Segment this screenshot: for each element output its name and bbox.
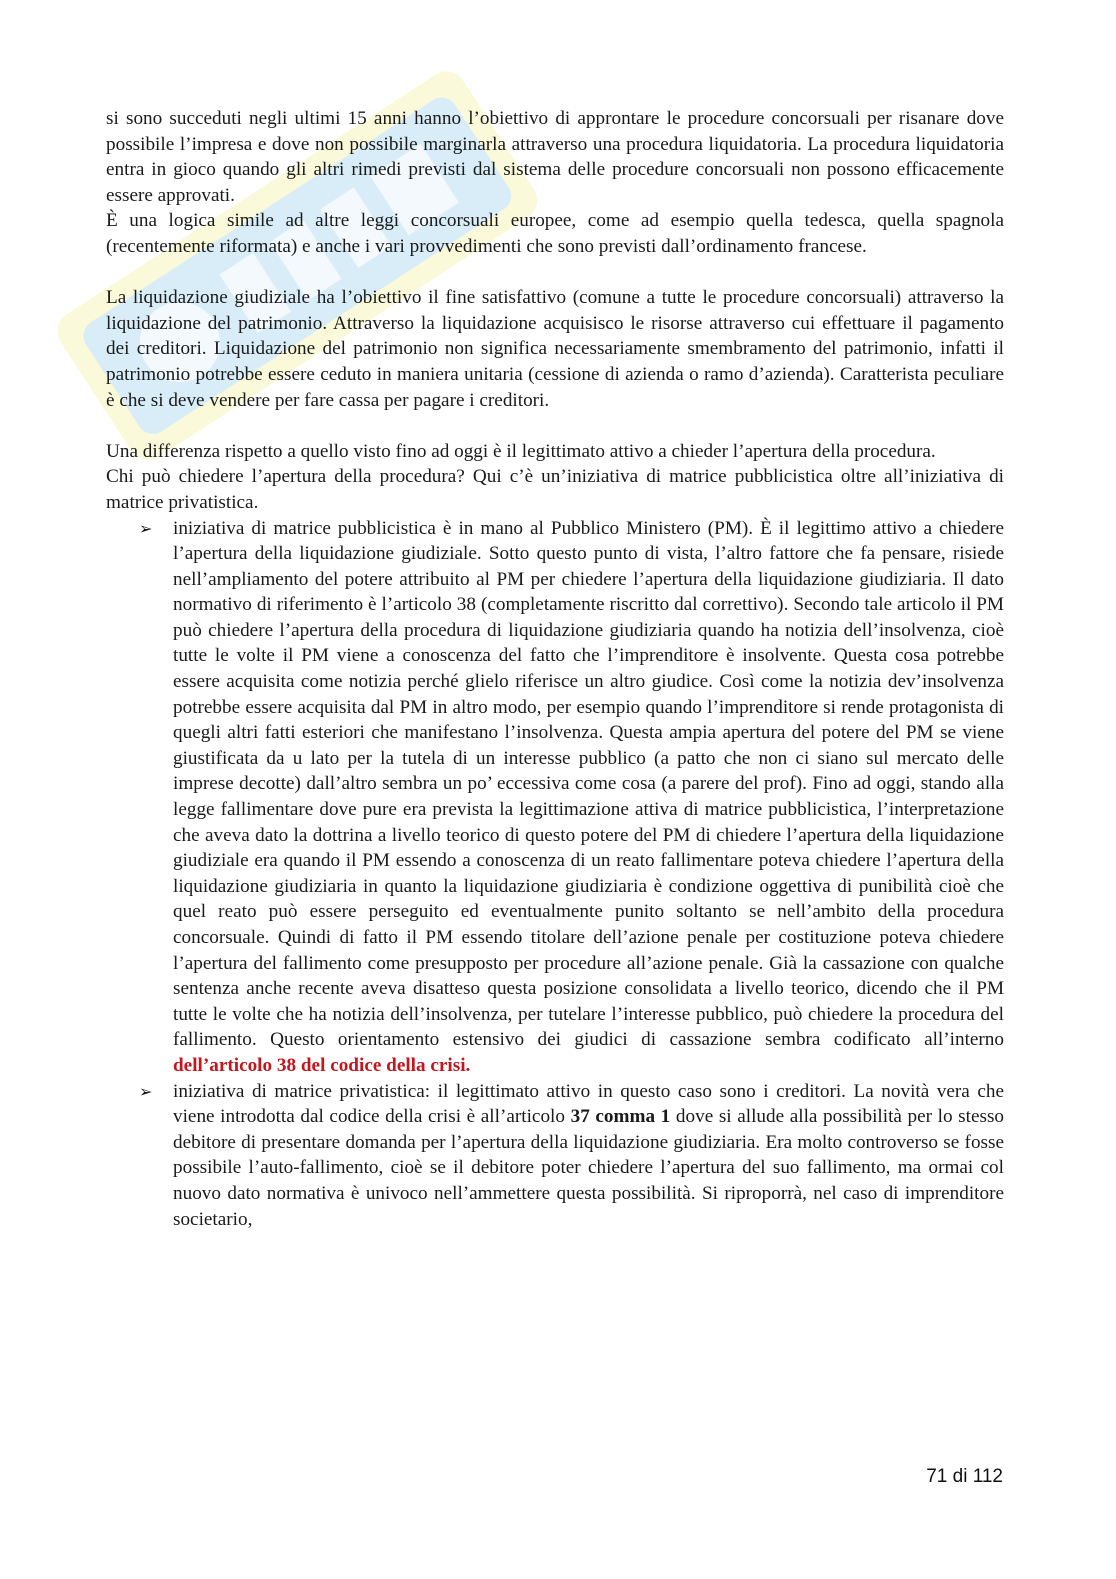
bullet-pubblicistica-text: iniziativa di matrice pubblicistica è in mano al Pubblico Ministero (PM). È il legittimo attivo a chiedere l’apertura della liquidazione giudiziale. Sotto questo punto di vista, l’altro fattore che fa pensare, risiede nell’ampliamento del potere attribuito al PM per chiedere l’apertura della liquidazione giudiziaria. Il dato normativo di riferimento è l’articolo 38 (completamente riscritto dal correttivo). Secondo tale articolo il PM può chiedere l’apertura della procedura di liquidazione giudiziaria quando ha notizia dell’insolvenza, cioè tutte le volte il PM viene a conoscenza del fatto che l’imprenditore è insolvente. Questa cosa potrebbe essere acquisita come notizia perché glielo riferisce un altro giudice. Così come la notizia dev’insolvenza potrebbe essere acquisita dal PM in altro modo, per esempio quando l’imprenditore si rende protagonista di quegli altri fatti esteriori che manifestano l’insolvenza. Questa ampia apertura del potere del PM se viene giustificata da u lato per la tutela di un interesse pubblico (a patto che non ci siano sul mercato delle imprese decotte) dall’altro sembra un po’ eccessiva come cosa (a parere del prof). Fino ad oggi, stando alla legge fallimentare dove pure era prevista la legittimazione attiva di matrice pubblicistica, l’interpretazione che aveva dato la dottrina a livello teorico di questo potere del PM di chiedere l’apertura della liquidazione giudiziale era quando il PM essendo a conoscenza di un reato fallimentare poteva chiedere l’apertura della liquidazione giudiziaria in quanto la liquidazione giudiziaria è condizione oggettiva di punibilità cioè che quel reato può essere perseguito ed eventualmente punito soltanto se nell’ambito della procedura concorsuale. Quindi di fatto il PM essendo titolare dell’azione penale per costituzione poteva chiedere l’apertura del fallimento come presupposto per procedure all’azione penale. Già la cassazione con qualche sentenza anche recente aveva disatteso questa posizione consolidata a livello teorico, dicendo che il PM tutte le volte che ha notizia dell’insolvenza, per tutelare l’interesse pubblico, può chiedere la procedura del fallimento. Questo orientamento estensivo dei giudici di cassazione sembra codificato all’interno	[173, 517, 1004, 1051]
article-38-highlight: dell’articolo 38 del codice della crisi.	[173, 1054, 471, 1076]
bullet-item-pubblicistica	[139, 516, 1004, 1079]
paragraph-chi: Chi può chiedere l’apertura della procedura? Qui c’è un’iniziativa di matrice pubblicistica oltre all’iniziativa di matrice privatistica.	[106, 466, 1004, 513]
paragraph-intro: si sono succeduti negli ultimi 15 anni hanno l’obiettivo di approntare le procedure concorsuali per risanare dove possibile l’impresa e dove non possibile marginarla attraverso una procedura liquidatoria. La procedura liquidatoria entra in gioco quando gli altri rimedi previsti dal sistema delle procedure concorsuali non possono efficacemente essere approvati.	[106, 108, 1004, 206]
bullet-list	[106, 516, 1004, 1233]
paragraph-spacer	[106, 260, 1004, 286]
arrow-bullet-icon: ➢	[139, 1081, 153, 1101]
paragraph-spacer	[106, 413, 1004, 439]
bullet-item-privatistica	[139, 1079, 1005, 1233]
bullet-privatistica-text-2: dove si allude alla possibilità per lo stesso debitore di presentare domanda per l’apertura della liquidazione giudiziaria. Era molto controverso se fosse possibile l’auto-fallimento, cioè se il debitore poter chiedere l’apertura del suo fallimento, ma ormai col nuovo dato normativa è univoco nell’ammettere questa possibilità. Si riproporrà, nel caso di imprenditore societario,	[173, 1106, 1005, 1230]
paragraph-logica: È una logica simile ad altre leggi concorsuali europee, come ad esempio quella tedesca, quella spagnola (recentemente riformata) e anche i vari provvedimenti che sono previsti dall’ordinamento francese.	[106, 210, 1004, 257]
arrow-bullet-icon: ➢	[139, 518, 153, 538]
page-number: 71 di 112	[926, 1466, 1003, 1487]
bullet-privatistica-text-1: iniziativa di matrice privatistica: il legittimato attivo in questo caso sono i creditori. La novità vera che viene introdotta dal codice della crisi è all’articolo	[173, 1080, 1004, 1128]
paragraph-differenza: Una differenza rispetto a quello visto fino ad oggi è il legittimato attivo a chieder l’apertura della procedura.	[106, 440, 936, 462]
document-page	[106, 106, 1004, 1232]
paragraph-liquidazione: La liquidazione giudiziale ha l’obiettivo il fine satisfattivo (comune a tutte le procedure concorsuali) attraverso la liquidazione del patrimonio. Attraverso la liquidazione acquisisco le risorse attraverso cui effettuare il pagamento dei creditori. Liquidazione del patrimonio non significa necessariamente smembramento del patrimonio, infatti il patrimonio potrebbe essere ceduto in maniera unitaria (cessione di azienda o ramo d’azienda). Caratterista peculiare è che si deve vendere per fare cassa per pagare i creditori.	[106, 287, 1004, 411]
article-37-bold: 37 comma 1	[570, 1106, 671, 1128]
